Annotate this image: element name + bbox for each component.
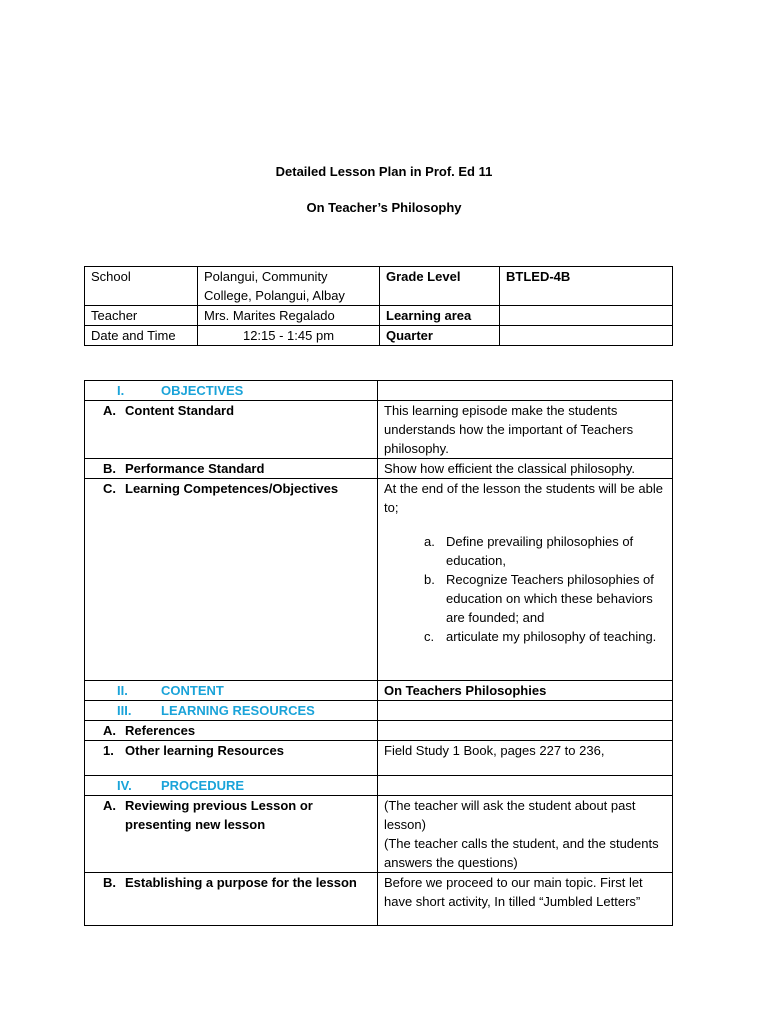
teacher-label: Teacher [85,306,198,326]
empty-cell [378,776,673,796]
list-marker: b. [424,572,435,587]
empty-cell [378,381,673,401]
row-content-standard [85,401,673,459]
section-number: I. [117,383,125,398]
reviewing-value-line-2: (The teacher calls the student, and the students answers the questions) [384,836,659,870]
performance-standard-cell [85,459,378,479]
item-marker: B. [103,875,116,890]
lesson-plan-table [84,380,673,926]
purpose-cell [85,873,378,926]
list-marker: c. [424,629,435,644]
item-marker: C. [103,481,116,496]
row-objectives [85,381,673,401]
learning-area-label: Learning area [380,306,500,326]
item-marker: B. [103,461,116,476]
section-learning-resources [85,701,378,721]
other-resources-value: Field Study 1 Book, pages 227 to 236, [378,741,673,776]
reviewing-value [378,796,673,873]
date-time-label: Date and Time [85,326,198,346]
row-learning-resources [85,701,673,721]
competences-cell [85,479,378,681]
item-label: Performance Standard [125,461,265,476]
row-performance-standard [85,459,673,479]
item-marker: 1. [103,743,114,758]
learning-area-value [500,306,673,326]
info-row-teacher [85,306,673,326]
section-objectives [85,381,378,401]
info-row-school [85,267,673,306]
section-label: OBJECTIVES [161,383,244,398]
document-title: Detailed Lesson Plan in Prof. Ed 11 [275,164,493,179]
date-time-value: 12:15 - 1:45 pm [198,326,380,346]
row-purpose [85,873,673,926]
performance-standard-value: Show how efficient the classical philosophy. [378,459,673,479]
competences-list [384,532,666,646]
content-value: On Teachers Philosophies [378,681,673,701]
list-text: Define prevailing philosophies of education, [446,534,634,568]
item-marker: A. [103,723,116,738]
list-item [424,570,666,627]
list-text: Recognize Teachers philosophies of education on which these behaviors are founded; and [446,572,654,625]
item-label: References [125,723,196,738]
school-value: Polangui, Community College, Polangui, Albay [198,267,380,306]
item-marker: A. [103,798,116,813]
item-label: Learning Competences/Objectives [125,481,339,496]
info-table [84,266,673,346]
content-standard-value: This learning episode make the students understands how the important of Teachers philosophy. [378,401,673,459]
row-content [85,681,673,701]
grade-level-value: BTLED-4B [500,267,673,306]
list-text: articulate my philosophy of teaching. [446,629,657,644]
section-number: II. [117,683,128,698]
row-other-resources [85,741,673,776]
section-label: CONTENT [161,683,224,698]
competences-intro: At the end of the lesson the students will be able to; [384,481,663,515]
row-references [85,721,673,741]
row-competences [85,479,673,681]
other-resources-cell [85,741,378,776]
quarter-value [500,326,673,346]
content-standard-cell [85,401,378,459]
reviewing-value-line-1: (The teacher will ask the student about past lesson) [384,798,636,832]
purpose-value: Before we proceed to our main topic. First let have short activity, In tilled “Jumbled Letters” [378,873,673,926]
competences-value [378,479,673,681]
section-label: LEARNING RESOURCES [161,703,315,718]
list-marker: a. [424,534,435,549]
item-marker: A. [103,403,116,418]
section-procedure [85,776,378,796]
section-number: III. [117,703,132,718]
references-cell [85,721,378,741]
row-procedure [85,776,673,796]
empty-cell [378,721,673,741]
reviewing-cell [85,796,378,873]
row-reviewing [85,796,673,873]
list-item [424,532,666,570]
list-item [424,627,666,646]
teacher-value: Mrs. Marites Regalado [198,306,380,326]
document-subtitle: On Teacher’s Philosophy [306,200,462,215]
item-label: Content Standard [125,403,235,418]
school-label: School [85,267,198,306]
section-number: IV. [117,778,132,793]
info-row-datetime [85,326,673,346]
section-content [85,681,378,701]
quarter-label: Quarter [380,326,500,346]
section-label: PROCEDURE [161,778,245,793]
item-label: Other learning Resources [125,743,284,758]
item-label: Reviewing previous Lesson or presenting new lesson [125,798,313,832]
empty-cell [378,701,673,721]
item-label: Establishing a purpose for the lesson [125,875,357,890]
grade-level-label: Grade Level [380,267,500,306]
